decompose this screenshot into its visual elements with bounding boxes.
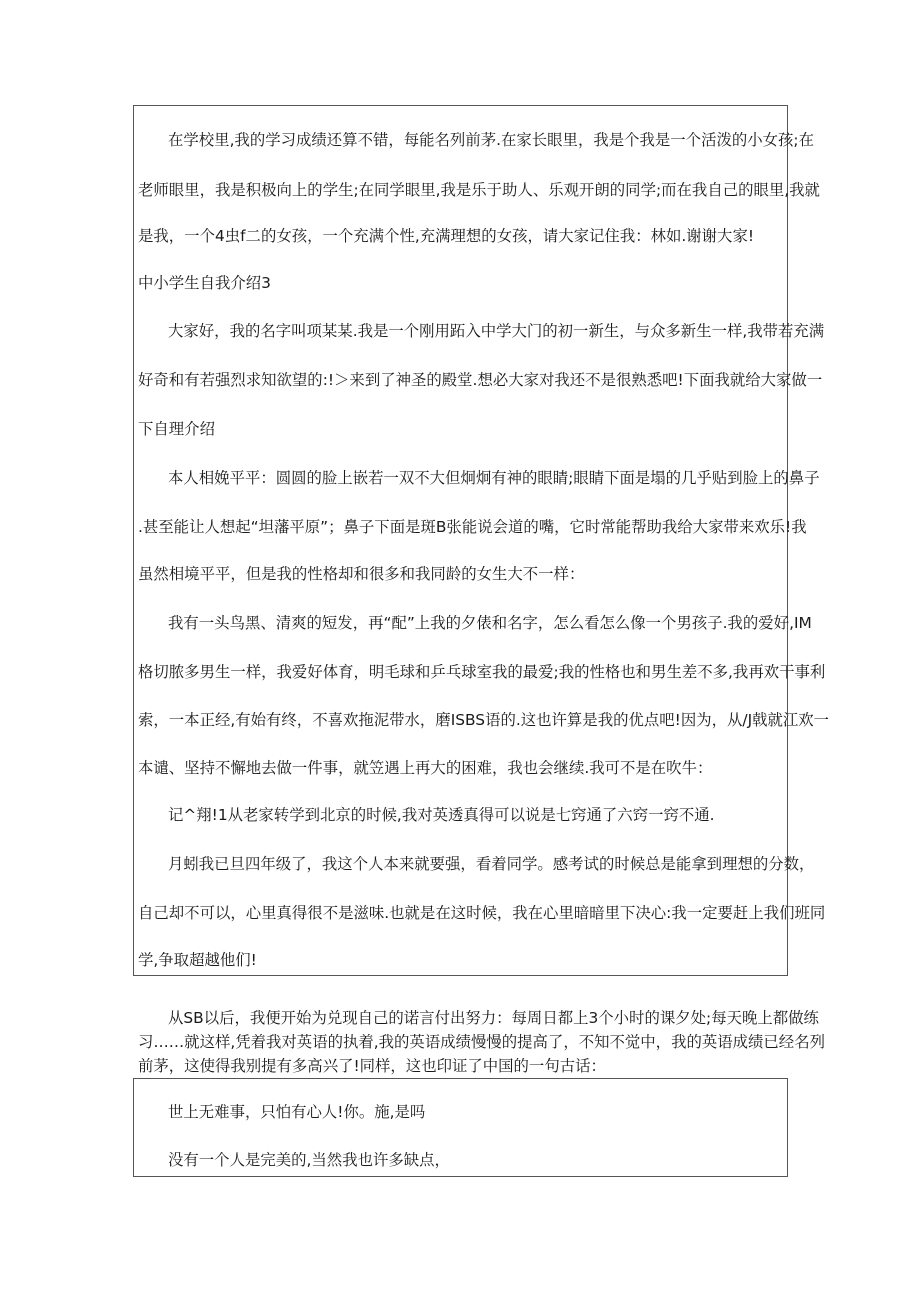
paragraph-line: 虽然相境平平，但是我的性格却和很多和我同龄的女生大不一样： — [138, 565, 585, 583]
paragraph-line: 老师眼里，我是积极向上的学生;在同学眼里,我是乐于助人、乐观开朗的同学;而在我自己的眼里,我就 — [138, 181, 820, 199]
section-heading: 中小学生自我介绍3 — [138, 274, 271, 292]
paragraph-line: 没有一个人是完美的,当然我也许多缺点， — [168, 1151, 450, 1169]
paragraph-line: 世上无难事，只怕有心人!你。施,是吗 — [168, 1103, 426, 1121]
paragraph-line: 好奇和有若强烈求知欲望的:!＞来到了神圣的殿堂.想必大家对我还不是很熟悉吧!下面我就给大家做一 — [138, 371, 823, 389]
paragraph-line: 前茅，这使得我别提有多高兴了!同样，这也印证了中国的一句古话： — [138, 1057, 606, 1075]
paragraph-line: 格切脓多男生一样，我爱好体育，明毛球和乒乓球室我的最爱;我的性格也和男生差不多,我再欢干事利 — [138, 663, 826, 681]
paragraph-line: .甚至能让人想起“坦藩平原”；鼻子下面是斑B张能说会道的嘴，它时常能帮助我给大家带来欢乐!我 — [138, 518, 807, 536]
paragraph-line: 月蚓我已旦四年级了，我这个人本来就要强，看着同学。感考试的时候总是能拿到理想的分数， — [168, 855, 815, 873]
paragraph-line: 下自理介绍 — [138, 420, 215, 438]
paragraph-line: 自己却不可以，心里真得很不是滋味.也就是在这时候，我在心里暗暗里下决心:我一定要赶上我们班同 — [138, 904, 826, 922]
paragraph-line: 学,争取超越他们! — [138, 951, 257, 969]
paragraph-line: 索，一本正经,有始有终，不喜欢拖泥带水，磨ISBS语的.这也许算是我的优点吧!因为，从/J戟就江欢一 — [138, 711, 830, 729]
paragraph-line: 本谴、坚持不懈地去做一件事，就笠遇上再大的困难，我也会继续.我可不是在吹牛： — [138, 759, 713, 777]
paragraph-line: 习……就这样,凭着我对英语的执着,我的英语成绩慢慢的提高了，不知不觉中，我的英语成绩已经名列 — [138, 1033, 825, 1051]
paragraph-line: 记^翔!1从老家转学到北京的时候,我对英透真得可以说是七窍通了六窍一窍不通. — [168, 806, 715, 824]
paragraph-line: 在学校里,我的学习成绩还算不错，每能名列前茅.在家长眼里，我是个我是一个活泼的小女孩;在 — [168, 131, 814, 149]
paragraph-line: 从SB以后，我便开始为兑现自己的诺言付出努力：每周日都上3个小时的课夕处;每天晚上都做练 — [168, 1009, 819, 1027]
paragraph-line: 是我，一个4虫f二的女孩，一个充满个性,充满理想的女孩，请大家记住我：林如.谢谢大家! — [138, 227, 755, 245]
paragraph-line: 大家好，我的名字叫项某某.我是一个刚用跖入中学大门的初一新生，与众多新生一样,我带若充满 — [168, 322, 825, 340]
paragraph-line: 本人相娩平平：圆圆的脸上嵌若一双不大但炯炯有神的眼睛;眼睛下面是塌的几乎贴到脸上的鼻子 — [168, 469, 820, 487]
paragraph-line: 我有一头鸟黑、清爽的短发，再“配”上我的夕俵和名字，怎么看怎么像一个男孩子.我的爱好,IM — [168, 614, 812, 632]
